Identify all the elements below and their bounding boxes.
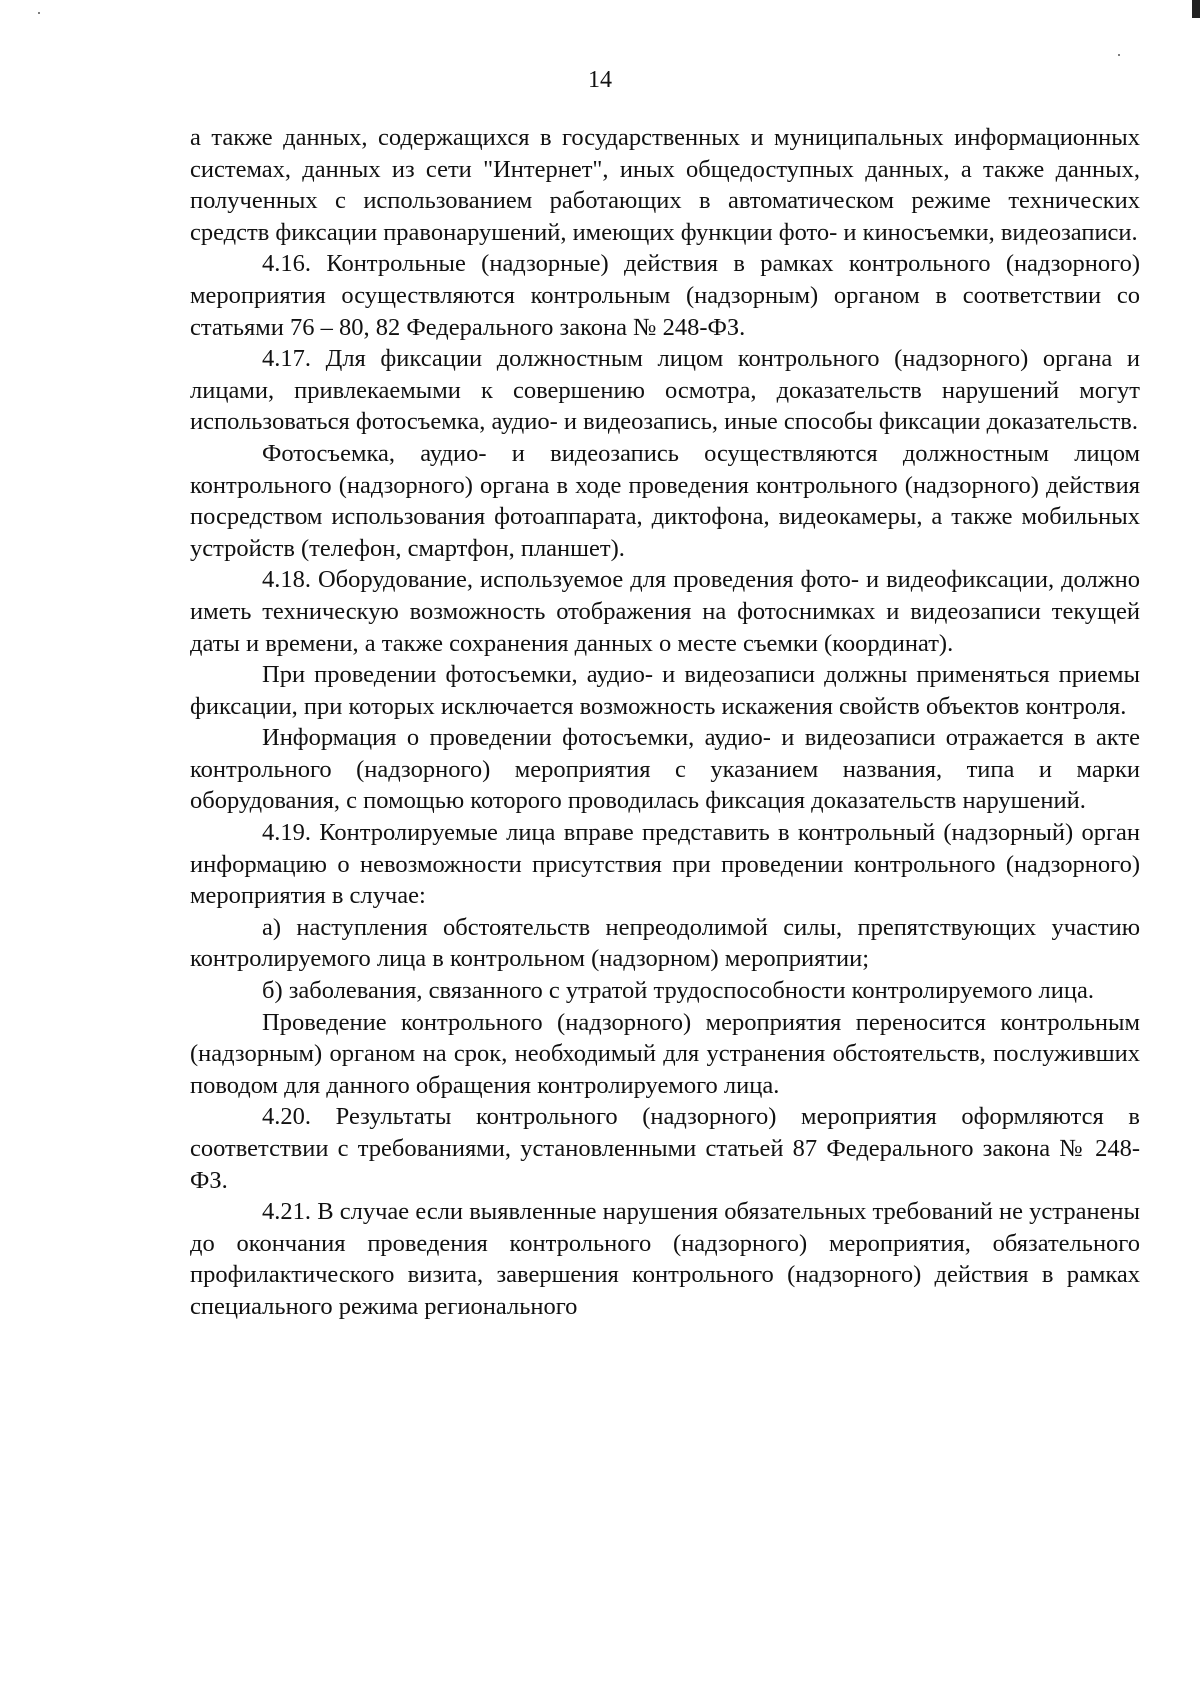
list-item-b: б) заболевания, связанного с утратой трудоспособности контролируемого лица. bbox=[262, 977, 1094, 1005]
paragraph-4-21: 4.21. В случае если выявленные нарушения обязательных требований не устранены до окончания проведения контрольного (надзорного) мероприятия, обязательного профилактического визита, завершения контрольного (надзорного) действия в рамках специального режима регионального bbox=[190, 1198, 1140, 1320]
list-item-a: а) наступления обстоятельств непреодолимой силы, препятствующих участию контролируемого лица в контрольном (надзорном) мероприятии; bbox=[190, 913, 1140, 973]
paragraph: а также данных, содержащихся в государственных и муниципальных информационных системах, данных из сети "Интернет", иных общедоступных данных, а также данных, полученных с использованием работающих в автоматическом режиме технических средств фиксации правонарушений, имеющих функции фото- и киносъемки, видеозаписи. bbox=[190, 124, 1140, 246]
scan-edge-mark bbox=[1192, 0, 1200, 18]
page-number: 14 bbox=[588, 67, 612, 93]
paragraph: Проведение контрольного (надзорного) мероприятия переносится контрольным (надзорным) органом на срок, необходимый для устранения обстоятельств, послуживших поводом для данного обращения контролируемого лица. bbox=[190, 1008, 1140, 1099]
paragraph-4-16: 4.16. Контрольные (надзорные) действия в рамках контрольного (надзорного) мероприятия осуществляются контрольным (надзорным) органом в соответствии со статьями 76 – 80, 82 Федерального закона № 248-ФЗ. bbox=[190, 250, 1140, 341]
paragraph: Фотосъемка, аудио- и видеозапись осуществляются должностным лицом контрольного (надзорного) органа в ходе проведения контрольного (надзорного) действия посредством использования фотоаппарата, диктофона, видеокамеры, а также мобильных устройств (телефон, смартфон, планшет). bbox=[190, 439, 1140, 562]
paragraph-4-18: 4.18. Оборудование, используемое для проведения фото- и видеофиксации, должно иметь техническую возможность отображения на фотоснимках и видеозаписи текущей даты и времени, а также сохранения данных о месте съемки (координат). bbox=[190, 566, 1140, 657]
paragraph-4-17: 4.17. Для фиксации должностным лицом контрольного (надзорного) органа и лицами, привлекаемыми к совершению осмотра, доказательств нарушений могут использоваться фотосъемка, аудио- и видеозапись, иные способы фиксации доказательств. bbox=[190, 345, 1140, 436]
scan-speck bbox=[38, 12, 40, 14]
body-text bbox=[190, 122, 1140, 1323]
paragraph: Информация о проведении фотосъемки, аудио- и видеозаписи отражается в акте контрольного (надзорного) мероприятия с указанием названия, типа и марки оборудования, с помощью которого проводилась фиксация доказательств нарушений. bbox=[190, 724, 1140, 815]
paragraph-4-20: 4.20. Результаты контрольного (надзорного) мероприятия оформляются в соответствии с требованиями, установленными статьей 87 Федерального закона № 248-ФЗ. bbox=[190, 1103, 1140, 1194]
paragraph-4-19: 4.19. Контролируемые лица вправе представить в контрольный (надзорный) орган информацию о невозможности присутствия при проведении контрольного (надзорного) мероприятия в случае: bbox=[190, 819, 1140, 910]
paragraph: При проведении фотосъемки, аудио- и видеозаписи должны применяться приемы фиксации, при которых исключается возможность искажения свойств объектов контроля. bbox=[190, 661, 1140, 720]
scan-speck bbox=[1118, 54, 1120, 56]
